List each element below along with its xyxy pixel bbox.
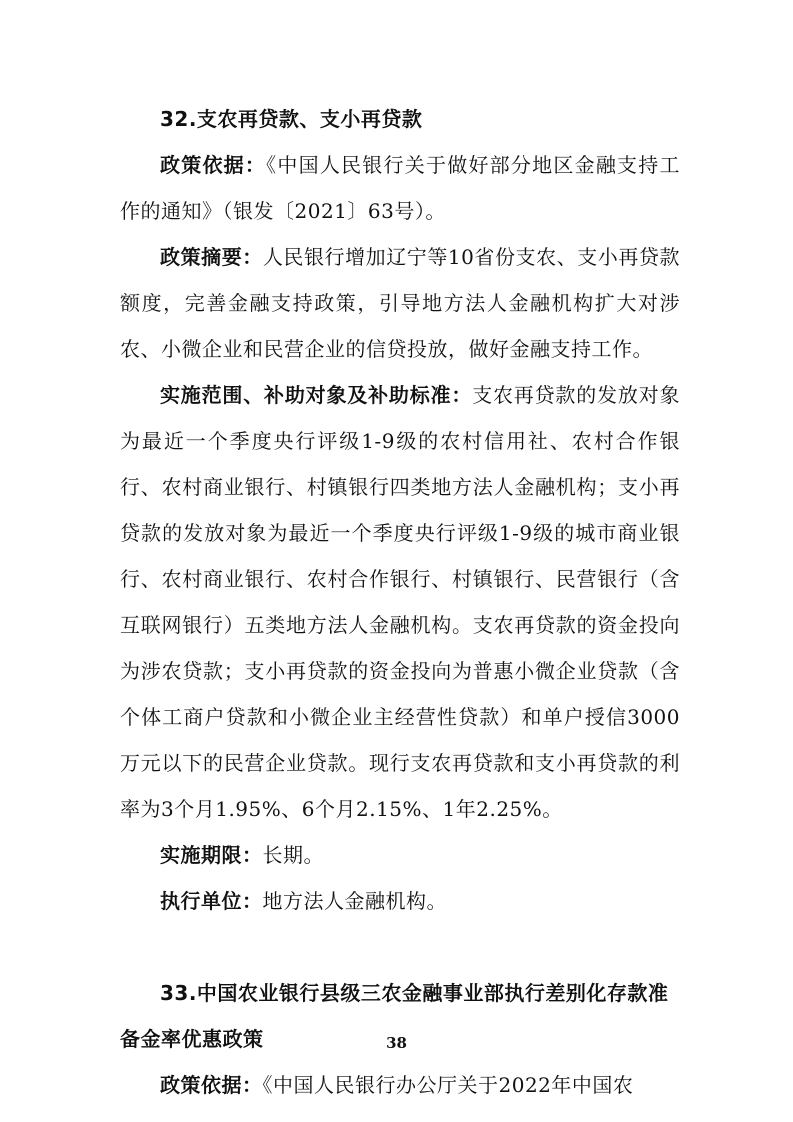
section-32-summary [120,234,680,372]
section-32-basis [120,142,680,234]
period-label: 实施期限： [160,843,263,867]
section-33-basis [120,1062,680,1108]
page-number: 38 [386,1034,407,1052]
basis-text: 《中国人民银行关于做好部分地区金融支持工作的通知》（银发〔2021〕63号）。 [120,153,681,223]
basis-text: 《中国人民银行办公厅关于2022年中国农 [262,1073,634,1097]
section-33-title: 33.中国农业银行县级三农金融事业部执行差别化存款准备金率优惠政策 [120,981,669,1051]
document-body [120,96,680,1108]
section-32-title: 32.支农再贷款、支小再贷款 [160,107,423,131]
executor-label: 执行单位： [160,889,263,913]
section-32-executor [120,878,680,924]
scope-label: 实施范围、补助对象及补助标准： [160,383,473,407]
section-32-scope [120,372,680,832]
period-text: 长期。 [262,843,324,867]
summary-text: 人民银行增加辽宁等10省份支农、支小再贷款额度，完善金融支持政策，引导地方法人金融机构扩大对涉农、小微企业和民营企业的信贷投放，做好金融支持工作。 [120,245,681,361]
executor-text: 地方法人金融机构。 [262,889,447,913]
section-32-period [120,832,680,878]
scope-text: 支农再贷款的发放对象为最近一个季度央行评级1-9级的农村信用社、农村合作银行、农村商业银行、村镇银行四类地方法人金融机构；支小再贷款的发放对象为最近一个季度央行评级1-9级的城市商业银行、农村商业银行、农村合作银行、村镇银行、民营银行（含互联网银行）五类地方法人金融机构。支农再贷款的资金投向为涉农贷款；支小再贷款的资金投向为普惠小微企业贷款（含个体工商户贷款和小微企业主经营性贷款）和单户授信3000万元以下的民营企业贷款。现行支农再贷款和支小再贷款的利率为3个月1.95%、6个月2.15%、1年2.25%。 [120,383,680,821]
summary-label: 政策摘要： [160,245,263,269]
basis-label: 政策依据： [160,153,267,177]
basis-label: 政策依据： [160,1073,263,1097]
